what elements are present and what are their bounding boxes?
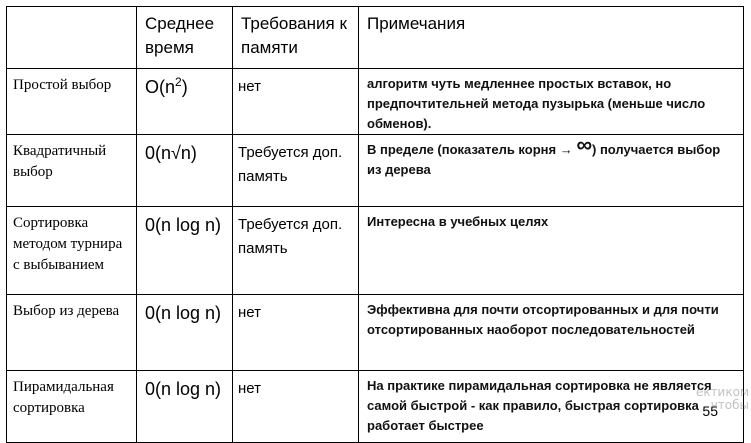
- average-time: 0(n log n): [137, 295, 233, 371]
- header-average-time: Среднее время: [137, 7, 233, 69]
- table-row: [7, 371, 744, 443]
- method-name: Простой выбор: [7, 69, 137, 135]
- watermark-logo: [696, 386, 749, 412]
- average-time: 0(n√n): [137, 135, 233, 207]
- memory-requirement: Требуется доп. память: [233, 207, 359, 295]
- time-base: O(n: [145, 77, 176, 97]
- note: На практике пирамидальная сортировка не является самой быстрой - как правило, быстрая сортировка работает быстрее: [359, 371, 744, 443]
- memory-requirement: нет: [233, 371, 359, 443]
- watermark-line-1: ектиком: [695, 385, 749, 399]
- header-notes: Примечания: [359, 7, 744, 69]
- note-text-before: В пределе (показатель корня →: [367, 142, 573, 157]
- watermark-line-2: чтобы: [710, 398, 749, 412]
- header-memory-requirements: Требования к памяти: [233, 7, 359, 69]
- table-row: [7, 295, 744, 371]
- table-header-row: [7, 7, 744, 69]
- method-name: Выбор из дерева: [7, 295, 137, 371]
- average-time: 0(n log n): [137, 207, 233, 295]
- sorting-comparison-table: [6, 6, 744, 443]
- slide-area: [6, 6, 744, 436]
- table-row: [7, 207, 744, 295]
- note-text-after: ) получается выбор из дерева: [367, 142, 721, 177]
- note: алгоритм чуть медленнее простых вставок, но предпочтительней метода пузырька (меньше число обменов).: [359, 69, 744, 135]
- note: Эффективна для почти отсортированных и для почти отсортированных наоборот последовательностей: [359, 295, 744, 371]
- note: [359, 132, 744, 207]
- method-name: Квадратичный выбор: [7, 135, 137, 207]
- method-name: Пирамидальная сортировка: [7, 371, 137, 443]
- header-empty-cell: [7, 7, 137, 69]
- infinity-symbol: ∞: [576, 132, 593, 157]
- average-time: 0(n log n): [137, 371, 233, 443]
- slide-number: 55: [702, 403, 718, 419]
- table-row: [7, 135, 744, 207]
- time-exponent: 2: [175, 75, 182, 89]
- memory-requirement: нет: [233, 295, 359, 371]
- time-close: ): [181, 77, 188, 97]
- memory-requirement: Требуется доп. память: [233, 135, 359, 207]
- note: Интересна в учебных целях: [359, 207, 744, 295]
- table-row: [7, 69, 744, 135]
- memory-requirement: нет: [233, 69, 359, 135]
- method-name: Сортировка методом турнира с выбыванием: [7, 207, 137, 295]
- average-time: [137, 69, 233, 135]
